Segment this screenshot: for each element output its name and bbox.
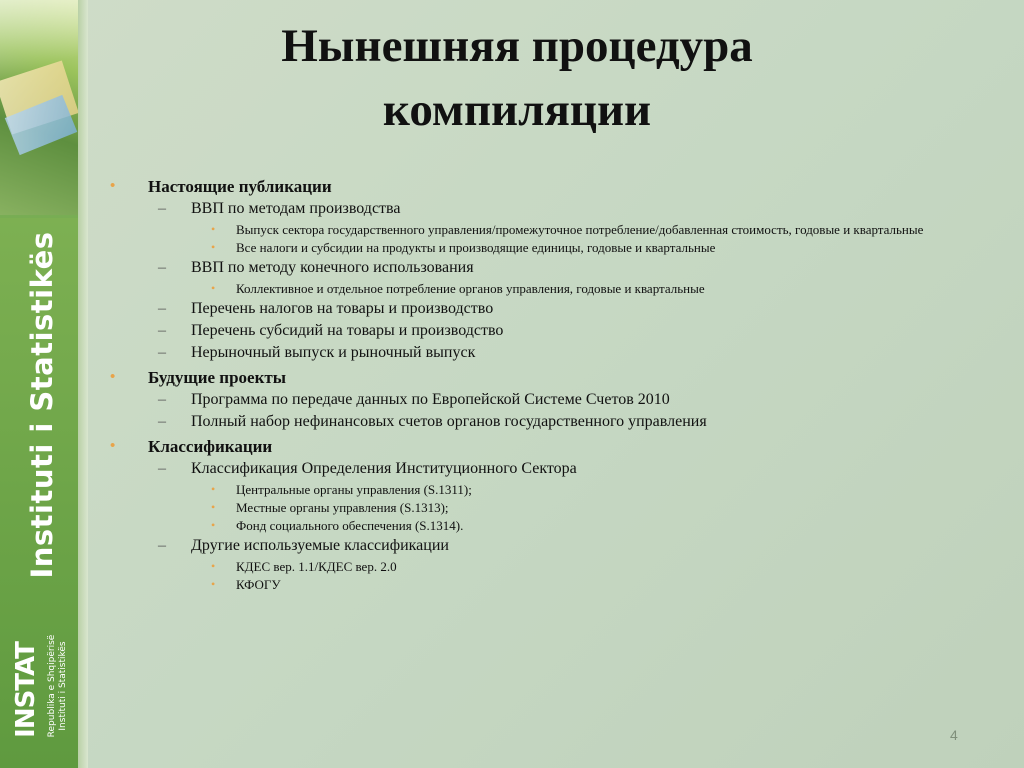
dash-icon: –: [158, 391, 166, 408]
bullet-classifications: • Классификации: [110, 437, 273, 456]
sidebar-divider: [78, 0, 88, 768]
bullet-icon: •: [211, 577, 216, 591]
bullet-icon: •: [211, 482, 216, 496]
slide-title-line-2: компиляции: [382, 84, 652, 136]
bullet-icon: •: [211, 559, 216, 573]
subbullet-gdp-production: – ВВП по методам производства: [108, 198, 968, 220]
page-number: 4: [950, 727, 958, 743]
bullet-icon: •: [110, 178, 116, 194]
list-item: • Центральные органы управления (S.1311);: [211, 482, 472, 497]
dash-icon: –: [158, 413, 166, 430]
subbullet-sector-classification: – Классификация Определения Институционного Сектора: [108, 458, 968, 480]
bullet-future-projects: • Будущие проекты: [110, 368, 287, 387]
list-item: • Все налоги и субсидии на продукты и производящие единицы, годовые и квартальные: [211, 240, 716, 255]
sidebar: [0, 0, 88, 768]
subbullet-subsidies-list: – Перечень субсидий на товары и производство: [108, 320, 968, 342]
bullet-icon: •: [110, 369, 116, 385]
dash-icon: –: [158, 344, 166, 361]
subbullet-esa-program: – Программа по передаче данных по Европейской Системе Счетов 2010: [108, 389, 968, 411]
list-item: • Местные органы управления (S.1313);: [211, 500, 449, 515]
logo-subtitle-1: Republika e Shqipërisë: [47, 634, 57, 738]
bullet-current-publications: • Настоящие публикации: [110, 177, 332, 196]
subbullet-nonfinancial-accounts: – Полный набор нефинансовых счетов органов государственного управления: [108, 411, 968, 433]
dash-icon: –: [158, 322, 166, 339]
dash-icon: –: [158, 460, 166, 477]
subbullet-other-classifications: – Другие используемые классификации: [108, 535, 968, 557]
bullet-icon: •: [110, 438, 116, 454]
sidebar-title: Instituti i Statistikës: [25, 231, 59, 579]
instat-logo: INSTAT: [11, 642, 41, 738]
logo-subtitle-2: Instituti i Statistikës: [58, 641, 68, 731]
list-item: • Коллективное и отдельное потребление органов управления, годовые и квартальные: [211, 281, 705, 296]
dash-icon: –: [158, 259, 166, 276]
dash-icon: –: [158, 537, 166, 554]
dash-icon: –: [158, 200, 166, 217]
bullet-list: [108, 173, 968, 594]
slide-title-line-1: Нынешняя процедура: [281, 20, 753, 72]
bullet-icon: •: [211, 222, 216, 236]
subbullet-market-output: – Нерыночный выпуск и рыночный выпуск: [108, 342, 968, 364]
subbullet-taxes-list: – Перечень налогов на товары и производство: [108, 298, 968, 320]
slide-title: [150, 14, 884, 142]
dash-icon: –: [158, 300, 166, 317]
bullet-icon: •: [211, 518, 216, 532]
subbullet-gdp-use: – ВВП по методу конечного использования: [108, 257, 968, 279]
list-item: • Фонд социального обеспечения (S.1314).: [211, 518, 464, 533]
list-item: • КФОГУ: [211, 577, 281, 592]
list-item: • Выпуск сектора государственного управления/промежуточное потребление/добавленная стоимость, годовые и квартальные: [211, 222, 924, 237]
list-item: • КДЕС вер. 1.1/КДЕС вер. 2.0: [211, 559, 397, 574]
bullet-icon: •: [211, 281, 216, 295]
bullet-icon: •: [211, 500, 216, 514]
bullet-icon: •: [211, 240, 216, 254]
